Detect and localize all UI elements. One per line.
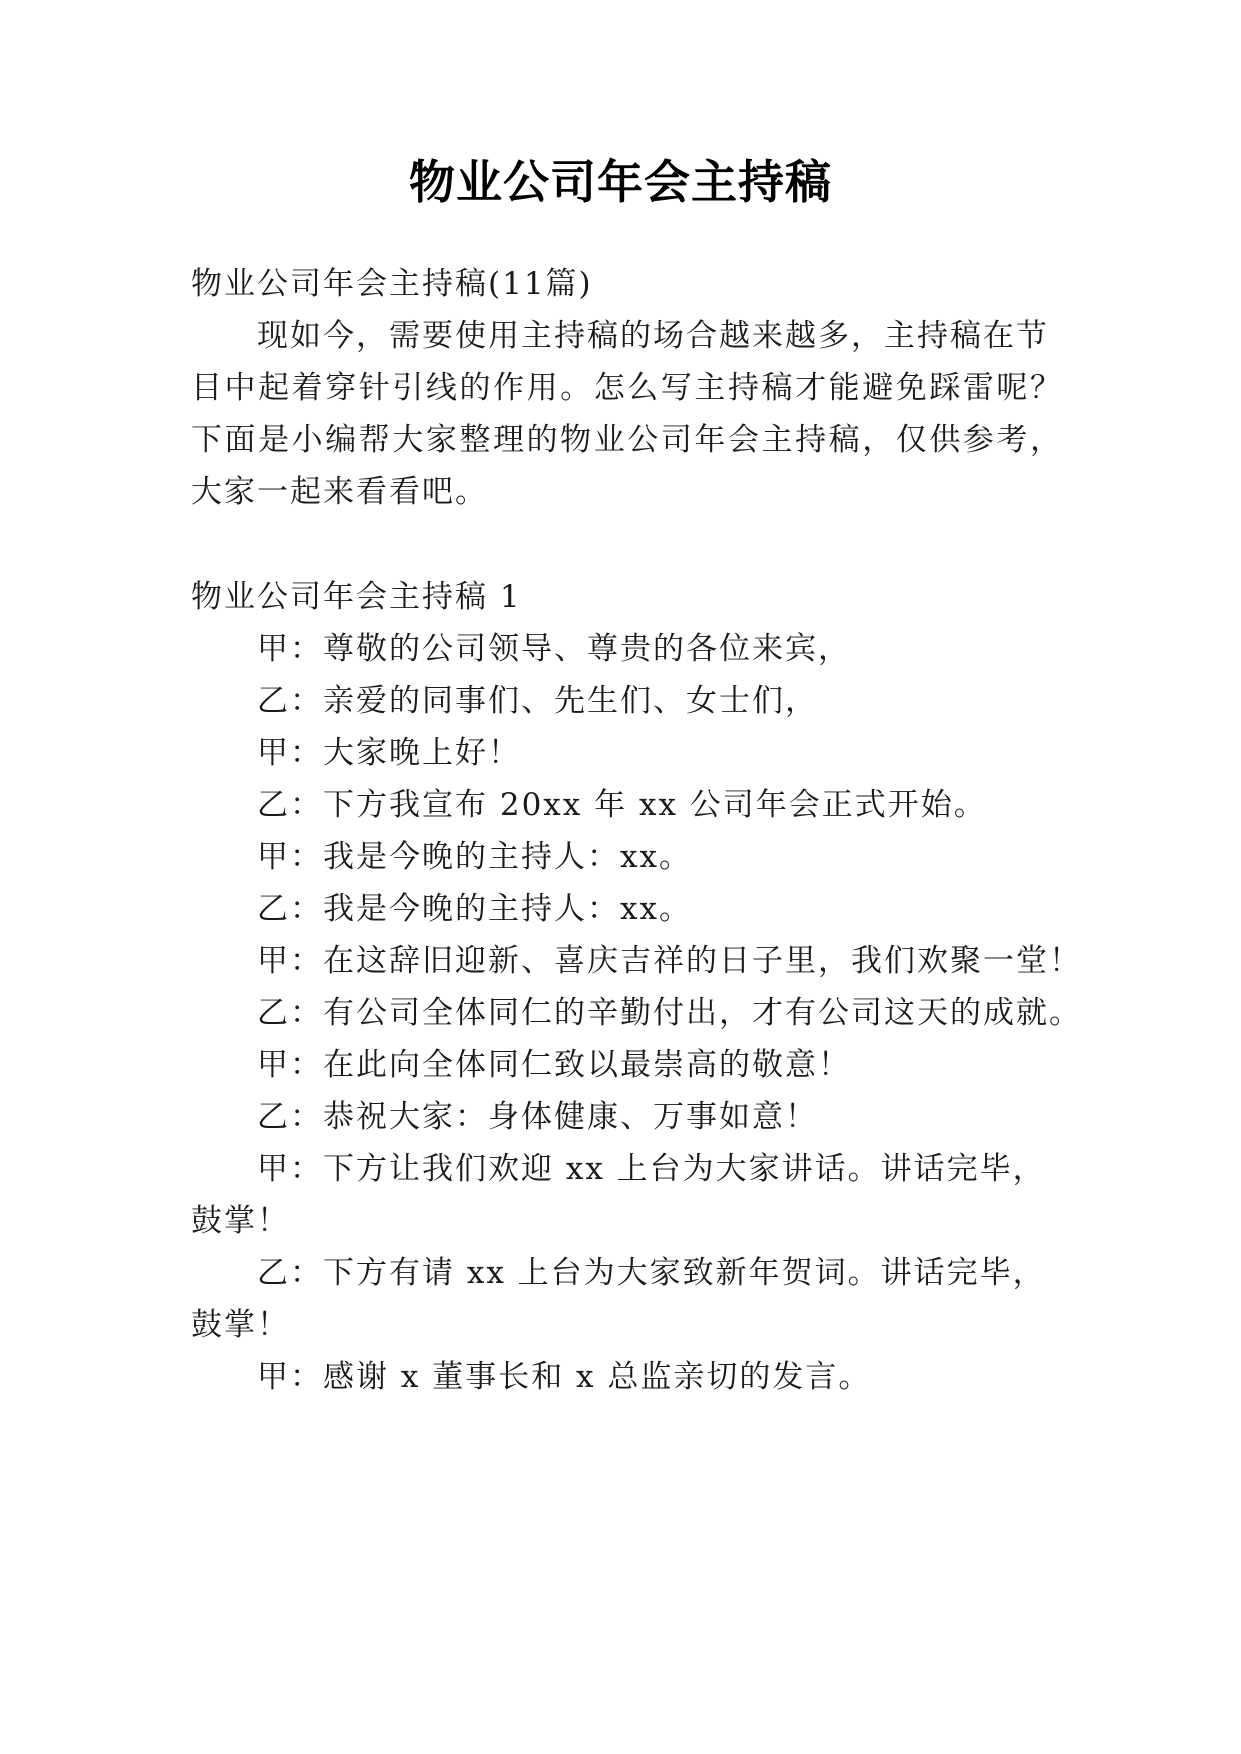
dialogue-line: 甲：尊敬的公司领导、尊贵的各位来宾， xyxy=(257,631,851,667)
dialogue-line: 乙：我是今晚的主持人：xx。 xyxy=(257,891,692,927)
dialogue-line: 甲：下方让我们欢迎 xx 上台为大家讲话。讲话完毕， xyxy=(257,1151,1046,1187)
dialogue-line-continuation: 鼓掌！ xyxy=(191,1307,290,1343)
intro-paragraph-line-1: 现如今，需要使用主持稿的场合越来越多，主持稿在节 xyxy=(257,318,1049,354)
dialogue-line: 甲：在此向全体同仁致以最崇高的敬意！ xyxy=(257,1047,851,1083)
section-heading: 物业公司年会主持稿 1 xyxy=(191,579,522,615)
dialogue-line: 甲：大家晚上好！ xyxy=(257,735,521,771)
dialogue-line-continuation: 鼓掌！ xyxy=(191,1203,290,1239)
intro-paragraph-line-3: 下面是小编帮大家整理的物业公司年会主持稿，仅供参考， xyxy=(191,422,1061,458)
dialogue-line: 乙：下方我宣布 20xx 年 xx 公司年会正式开始。 xyxy=(257,787,987,823)
intro-paragraph-line-2: 目中起着穿针引线的作用。怎么写主持稿才能避免踩雷呢？ xyxy=(191,370,1061,406)
dialogue-line: 乙：亲爱的同事们、先生们、女士们， xyxy=(257,683,818,719)
dialogue-line: 甲：在这辞旧迎新、喜庆吉祥的日子里，我们欢聚一堂！ xyxy=(257,943,1082,979)
dialogue-line: 甲：感谢 x 董事长和 x 总监亲切的发言。 xyxy=(257,1359,872,1395)
dialogue-line: 甲：我是今晚的主持人：xx。 xyxy=(257,839,692,875)
document-subtitle: 物业公司年会主持稿(11篇) xyxy=(191,266,593,302)
dialogue-line: 乙：下方有请 xx 上台为大家致新年贺词。讲话完毕， xyxy=(257,1255,1046,1291)
dialogue-line: 乙：恭祝大家：身体健康、万事如意！ xyxy=(257,1099,818,1135)
intro-paragraph-line-4: 大家一起来看看吧。 xyxy=(191,474,488,510)
dialogue-line: 乙：有公司全体同仁的辛勤付出，才有公司这天的成就。 xyxy=(257,995,1082,1031)
document-title: 物业公司年会主持稿 xyxy=(409,155,832,209)
